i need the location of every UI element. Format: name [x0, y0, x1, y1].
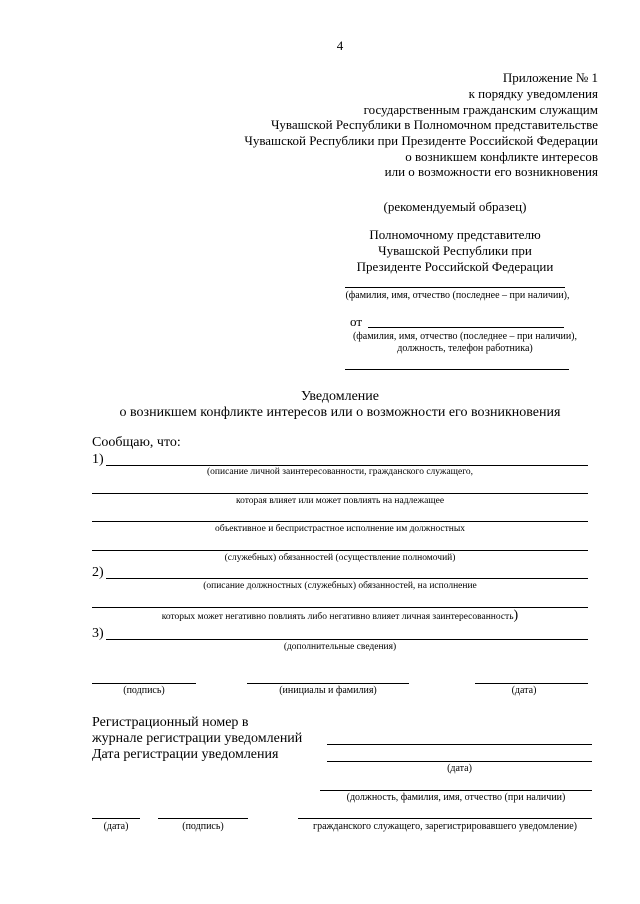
item-1-hint-4: (служебных) обязанностей (осуществление полномочий) — [224, 553, 456, 563]
item-1-hint-3: объективное и беспристрастное исполнение им должностных — [214, 524, 466, 534]
registration-date-hint: (дата) — [447, 763, 472, 774]
appendix-line-1: Приложение № 1 — [502, 70, 598, 85]
item-3-line — [106, 639, 588, 640]
appendix-line-6: о возникшем конфликте интересов — [405, 149, 598, 164]
item-2-close-paren: ) — [513, 608, 519, 623]
from-hint-2: должность, телефон работника) — [397, 343, 533, 354]
item-1-line-2 — [92, 493, 588, 494]
addressee-name-line — [345, 287, 565, 288]
registrar-position-hint: (должность, фамилия, имя, отчество (при наличии) — [346, 792, 566, 803]
item-2-number: 2) — [92, 565, 104, 580]
addressee-line-1: Полномочному представителю — [369, 227, 541, 242]
appendix-line-5: Чувашской Республики при Президенте Российской Федерации — [244, 133, 598, 148]
registration-number-label-1: Регистрационный номер в — [92, 715, 249, 730]
sample-note: (рекомендуемый образец) — [383, 199, 527, 214]
item-2-hint-2-text: которых может негативно повлиять либо негативно влияет личная заинтересованность — [161, 612, 514, 622]
addressee-line-2: Чувашской Республики при — [378, 243, 532, 258]
registration-date-line — [327, 761, 592, 762]
addressee-line-3: Президенте Российской Федерации — [356, 259, 554, 274]
item-1-hint-2: которая влияет или может повлиять на надлежащее — [235, 496, 445, 506]
registration-number-label-2: журнале регистрации уведомлений — [92, 731, 303, 746]
signature-hint: (подпись) — [123, 685, 165, 696]
from-extra-line — [345, 369, 569, 370]
initials-line — [247, 683, 409, 684]
item-1-line-4 — [92, 550, 588, 551]
appendix-line-2: к порядку уведомления — [468, 86, 598, 101]
date-line — [475, 683, 588, 684]
item-2-hint-2 — [92, 610, 588, 623]
from-name-line — [368, 327, 564, 328]
item-1-line-3 — [92, 521, 588, 522]
bottom-signature-line — [158, 818, 248, 819]
date-hint: (дата) — [511, 685, 537, 696]
from-hint-1: (фамилия, имя, отчество (последнее – при наличии), — [352, 331, 578, 342]
item-3-number: 3) — [92, 626, 104, 641]
appendix-line-3: государственным гражданским служащим — [363, 102, 598, 117]
bottom-date-line — [92, 818, 140, 819]
bottom-signature-hint: (подпись) — [182, 821, 224, 832]
signature-line — [92, 683, 196, 684]
bottom-registrar-hint: гражданского служащего, зарегистрировавшего уведомление) — [312, 821, 577, 832]
item-3-hint: (дополнительные сведения) — [283, 642, 397, 652]
bottom-date-hint: (дата) — [103, 821, 129, 832]
initials-hint: (инициалы и фамилия) — [279, 685, 377, 696]
addressee-hint: (фамилия, имя, отчество (последнее – при наличии), — [345, 290, 570, 301]
item-2-hint-1: (описание должностных (служебных) обязанностей, на исполнение — [203, 581, 477, 591]
notice-subtitle: о возникшем конфликте интересов или о возможности его возникновения — [119, 405, 561, 420]
appendix-line-7: или о возможности его возникновения — [384, 164, 598, 179]
from-label: от — [350, 314, 363, 329]
bottom-registrar-line — [298, 818, 592, 819]
item-1-number: 1) — [92, 452, 104, 467]
registration-number-line — [327, 744, 592, 745]
registration-date-label: Дата регистрации уведомления — [92, 747, 279, 762]
page-number: 4 — [336, 38, 344, 53]
item-2-line-1 — [106, 578, 588, 579]
report-intro: Сообщаю, что: — [92, 435, 181, 450]
registrar-position-line — [320, 790, 592, 791]
notice-title: Уведомление — [300, 389, 379, 404]
appendix-line-4: Чувашской Республики в Полномочном представительстве — [270, 117, 598, 132]
item-1-hint-1: (описание личной заинтересованности, гражданского служащего, — [206, 467, 474, 477]
